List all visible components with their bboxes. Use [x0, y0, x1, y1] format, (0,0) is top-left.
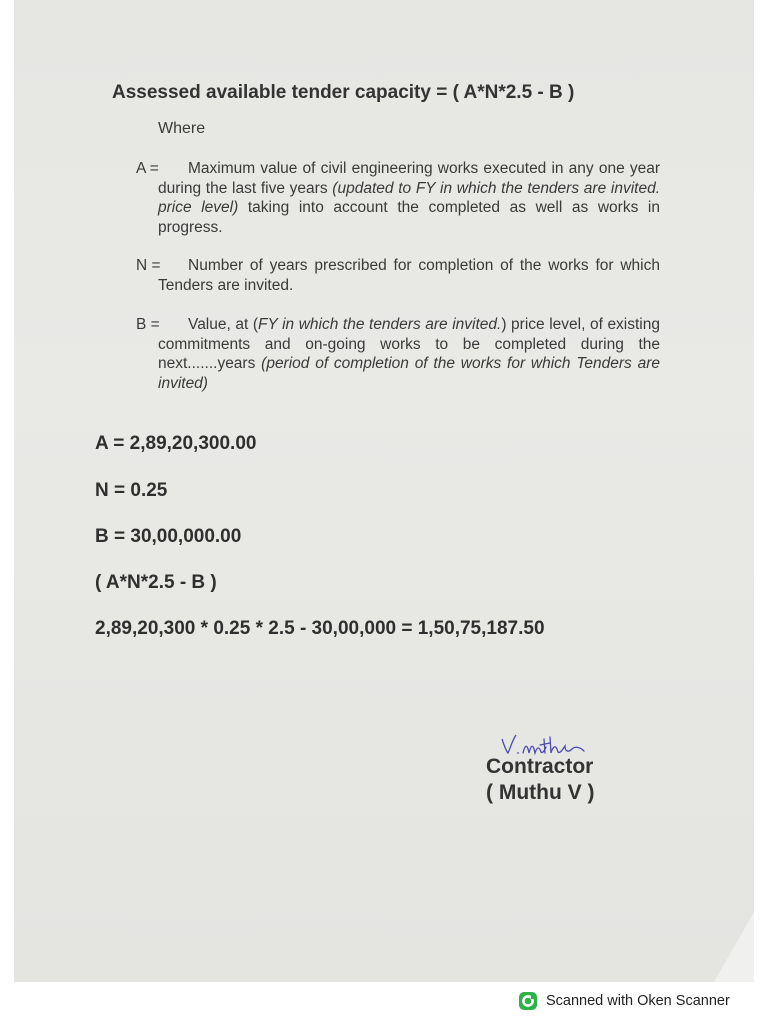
paper-corner: [714, 912, 754, 982]
signature-block: [486, 754, 594, 806]
definition-b: [136, 315, 660, 393]
definition-a: [136, 159, 660, 237]
definition-text: Maximum value of civil engineering works executed in any one year during the last five years (updated to FY in which the tenders are invited. price level) taking into account the completed as well as works in progress.: [158, 160, 661, 236]
definition-label: B =: [136, 316, 160, 333]
definition-label: A =: [136, 160, 159, 177]
calculation-result: 2,89,20,300 * 0.25 * 2.5 - 30,00,000 = 1,50,75,187.50: [95, 618, 545, 639]
contractor-label: Contractor: [486, 755, 594, 778]
definition-label: N =: [136, 257, 161, 274]
definition-n: [136, 256, 660, 295]
formula: ( A*N*2.5 - B ): [95, 572, 217, 593]
where-label: Where: [158, 120, 206, 137]
definition-text: Number of years prescribed for completion of the works for which Tenders are invited.: [158, 257, 660, 294]
scanned-page: [14, 0, 754, 982]
value-a: A = 2,89,20,300.00: [95, 433, 257, 454]
contractor-name: ( Muthu V ): [486, 781, 595, 804]
tender-capacity-heading: Assessed available tender capacity = ( A*N*2.5 - B ): [112, 82, 575, 103]
definition-text: Value, at (FY in which the tenders are invited.) price level, of existing commitments and on-going works to be completed during the next.......years (period of completion of the works for which Tenders are invited): [158, 316, 660, 392]
value-b: B = 30,00,000.00: [95, 526, 242, 547]
scanner-footer: [518, 990, 730, 1012]
scanner-watermark-text: Scanned with Oken Scanner: [546, 993, 730, 1009]
value-n: N = 0.25: [95, 480, 168, 501]
oken-scanner-logo-icon: [518, 991, 538, 1011]
